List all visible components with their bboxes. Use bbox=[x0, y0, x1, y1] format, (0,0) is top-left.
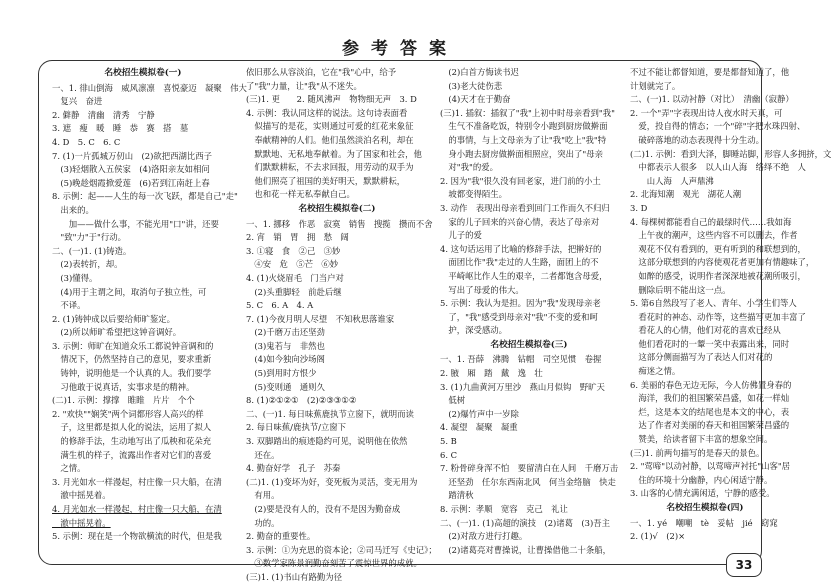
answer-line: 2. 北海知潮 观光 湖花人潮 bbox=[630, 189, 742, 200]
answer-line: 写出了母爱的伟大。 bbox=[440, 284, 524, 295]
answer-line: 之情。 bbox=[52, 463, 86, 474]
answer-line: 烂，这是本文的结尾也是本文的中心，表 bbox=[630, 406, 790, 417]
answer-line: 2. 勤奋的重要性。 bbox=[246, 531, 316, 542]
answer-line: 依旧那么从容淡泊，它在"我"心中，给予 bbox=[246, 67, 397, 77]
answer-line: 7. 粉骨碎身浑不怕 要留清白在人间 千磨万击 bbox=[440, 463, 619, 474]
answer-line: (2)头重脚轻 前赴后继 bbox=[246, 286, 342, 297]
answer-line: 了"我"力量，让"我"从不迷失。 bbox=[246, 80, 362, 91]
answer-line: (2)爆竹声中一岁除 bbox=[440, 408, 519, 419]
answer-line: 对"我"的爱。 bbox=[440, 162, 498, 173]
answer-line: 5. 第6自然段写了老人、青年、小学生们等人 bbox=[630, 298, 797, 309]
answer-line: 不译。 bbox=[52, 300, 86, 311]
page-title: 参考答案 bbox=[342, 39, 458, 59]
answer-line: (二)1. (1)变坏为好，变死板为灵活，变无用为 bbox=[246, 476, 418, 487]
answer-line: 爱，投自得的情态；一个"碎"字把水珠四射、 bbox=[630, 121, 806, 132]
answer-line: 看花人的心情，他们对花的喜欢已经从 bbox=[630, 325, 781, 336]
answer-line: 山人海 人声鼎沸 bbox=[630, 175, 714, 186]
answer-line: (5)变则通 通则久 bbox=[246, 381, 325, 392]
answer-line: 4. 示例：我认同这样的说法。这句诗表面看 bbox=[246, 107, 408, 118]
answer-line: 2. 僻静 清幽 清秀 宁静 bbox=[52, 109, 155, 120]
answer-line: 奉献精神的人们。他们虽然淡泊名利，却在 bbox=[246, 134, 414, 145]
answer-line: (三)1. (1)书山有路勤为径 bbox=[246, 571, 343, 582]
answer-line: 家的儿子回来的兴奋心情，表达了母亲对 bbox=[440, 216, 600, 227]
answer-line: 达了作者对美丽的春天和祖国繁荣昌盛的 bbox=[630, 420, 790, 431]
answer-line: (5)到用时方恨少 bbox=[246, 368, 317, 379]
answer-line: 4. D 5. C 6. C bbox=[52, 136, 121, 147]
answer-line: (2)对敌方进行打趣。 bbox=[440, 531, 528, 542]
answer-line: 踏清秋 bbox=[440, 490, 474, 501]
answer-line: 看花时的神态、动作等，这些描写更加丰富了 bbox=[630, 311, 806, 322]
answer-line: 3. 双脚踏出的痕迹隐约可见，说明他在依然 bbox=[246, 436, 408, 447]
answer-line: (三)1. 插叙：插叙了"我"上初中时母亲看到"我" bbox=[440, 107, 615, 118]
answer-line: (4)如今独向沙场阁 bbox=[246, 354, 325, 365]
answer-line: 6. 美丽的春色无边无际，今人仿佛置身春的 bbox=[630, 379, 792, 390]
answer-line: 2. 宵 销 胃 拥 愁 阔 bbox=[246, 232, 349, 243]
answer-line: (二)1. 示例：看到大泽，脚睡站脚，形容人多拥挤，文 bbox=[630, 148, 831, 159]
answer-line: 5. 示例：我认为是担。因为"我"发现母亲老 bbox=[440, 298, 601, 309]
answer-line: 加——做什么事，不能光用"口"讲，还要 bbox=[52, 218, 219, 229]
answer-line: (3)懂得。 bbox=[52, 272, 98, 283]
answer-line: 澈中摇晃着。 bbox=[52, 517, 111, 528]
answer-line: 满生机的样子，流露出作者对它们的喜爱 bbox=[52, 449, 212, 460]
answer-line: 3. ①寝 食 ②己 ③妙 bbox=[246, 245, 341, 256]
column-1 bbox=[52, 66, 247, 561]
answer-line: (4)天才在于勤奋 bbox=[440, 94, 511, 105]
answer-line: 4. 勤奋好学 孔子 苏秦 bbox=[246, 463, 341, 474]
answer-line: 习他敢于说真话，实事求是的精神。 bbox=[52, 381, 195, 392]
answer-line: 铸钟，说明他是一个认真的人。我们要学 bbox=[52, 368, 212, 379]
answer-line: 2. 腋 厢 踏 戴 逸 壮 bbox=[440, 368, 543, 379]
answer-line: 3. 山客的心情充满闲适，宁静的感受。 bbox=[630, 488, 775, 499]
answer-line: 2. 每日味蕉/鹿执节/立窗下 bbox=[246, 422, 347, 433]
answer-line: 4. 每棵树都能看自己的最绿时代……我如海 bbox=[630, 216, 792, 227]
answer-line: 5. B bbox=[440, 436, 457, 447]
answer-line: 功的。 bbox=[246, 517, 280, 528]
answer-line: 2. (1)√ (2)× bbox=[630, 531, 686, 542]
answer-line: 面团比作"我"走过的人生路，面团上的不 bbox=[440, 257, 599, 268]
answer-line: (三)1. 前两句描写的是春天的景色。 bbox=[630, 447, 765, 458]
column-3 bbox=[440, 66, 618, 561]
section-heading: 名校招生模拟卷(三) bbox=[490, 339, 568, 350]
answer-line: (5)晚趁烟霞掀爱莲 (6)若到江南赶上春 bbox=[52, 177, 210, 188]
answer-line: 3. D bbox=[630, 202, 648, 213]
answer-line: (3)老大徒伤悲 bbox=[440, 80, 503, 91]
answer-line: 计划就完了。 bbox=[630, 80, 681, 91]
answer-line: 低树 bbox=[440, 395, 466, 406]
answer-line: 4. 月光如水一样漫起，村庄像一只大船，在清 bbox=[52, 504, 222, 514]
answer-line: 如醉的感受，说明作者深深地被花潮所吸引， bbox=[630, 270, 806, 281]
answer-line: 似描写的是花，实则通过可爱的红花来象征 bbox=[246, 121, 414, 132]
answer-line: (2)表转折，却。 bbox=[52, 259, 123, 270]
answer-line: 护，深受感动。 bbox=[440, 325, 507, 336]
answer-line: 2. 一个"弄"字表现出诗人夜水时天真，可 bbox=[630, 107, 783, 118]
answer-line: (2)千磨万击还坚劲 bbox=[246, 327, 325, 338]
answer-line: 2. "欢快""娴笑"两个词都形容人高兴的样 bbox=[52, 408, 204, 419]
answer-line: 3. (1)九曲黄河万里沙 燕山月似钩 野旷天 bbox=[440, 381, 605, 392]
answer-line: 2. "莺啼"以动衬静，以莺啼声衬托"山客"居 bbox=[630, 461, 791, 472]
answer-line: 生气不准备吃饭，特别令小跑到厨房做擀面 bbox=[440, 121, 608, 132]
answer-line: (二)1. 示例：撑撑 睢睢 片片 个个 bbox=[52, 395, 195, 406]
answer-line: 赞美，给读者留下丰富的想象空间。 bbox=[630, 434, 773, 445]
answer-line: 不过不能让都督知道，要是都督知道了，他 bbox=[630, 67, 790, 77]
answer-line: (三)1. 更 2. 随风沸声 物物细无声 3. D bbox=[246, 94, 417, 105]
answer-line: 3. 月光如水一样漫起，村庄像一只大船，在清 bbox=[52, 476, 222, 487]
answer-line: 痴迷之情。 bbox=[630, 366, 681, 377]
answer-line: 他们照亮了祖国的美好明天，默默耕耘， bbox=[246, 175, 406, 186]
answer-line: 还坚劲 任尔东西南北风 何当金络脑 快走 bbox=[440, 476, 616, 487]
column-4 bbox=[630, 66, 831, 561]
answer-line: 3. 动作 表现出母亲看到回门工作而久不归归 bbox=[440, 202, 610, 213]
answer-line: 的事情，与上文母亲为了让"我"吃上"我"特 bbox=[440, 134, 607, 145]
section-heading: 名校招生模拟卷(四) bbox=[666, 503, 744, 513]
answer-line: 删除后明不能出这一点。 bbox=[630, 284, 731, 295]
answer-line: (3)鬼若与 非然也 bbox=[246, 340, 325, 351]
answer-line: 二、(一)1. 每日味蕉鹿执节立窗下，就明而读 bbox=[246, 408, 414, 419]
section-heading: 名校招生模拟卷(一) bbox=[104, 68, 182, 78]
page-number: 33 bbox=[726, 553, 762, 577]
answer-line: 这部分侧面描写为了表达人们对花的 bbox=[630, 352, 773, 363]
answer-line: 3. 示例：师旷在知道众乐工都说钟音调和的 bbox=[52, 340, 214, 351]
answer-line: 5. C 6. A 4. A bbox=[246, 300, 314, 311]
answer-line: (3)轻烟散入五侯家 (4)洛阳亲友如相问 bbox=[52, 164, 210, 175]
answer-line: 了，"我"感受到母亲对"我"不变的爱和呵 bbox=[440, 311, 598, 322]
answer-line: 一、1. 吾薛 沸腾 钻帽 司空见惯 卷握 bbox=[440, 354, 602, 365]
answer-line: 8. 示例：孝顺 宽容 克己 礼让 bbox=[440, 504, 568, 514]
answer-line: 儿子的爱 bbox=[440, 230, 482, 241]
answer-line: 破碎落地的动态表现得十分生动。 bbox=[630, 134, 764, 145]
answer-line: 二、(一)1. 以动衬静（对比） 清幽（寂静） bbox=[630, 94, 794, 105]
answer-line: 4. (1)火烧眉毛 门当户对 bbox=[246, 272, 344, 283]
answer-line: ④安 危 ⑤芒 ⑥妙 bbox=[246, 259, 339, 270]
answer-line: 7. (1)今夜月明人尽望 不知秋思落谁家 bbox=[246, 313, 395, 324]
answer-line: 也和花一样无私奉献自己。 bbox=[246, 189, 355, 200]
answer-line: 的修辞手法，生动地写出了瓜秧和花朵充 bbox=[52, 436, 212, 447]
answer-line: 海洋，我们的祖国繁荣昌盛，如花一样灿 bbox=[630, 393, 790, 404]
answer-line: 4. 这句话运用了比喻的修辞手法，把擀好的 bbox=[440, 243, 602, 254]
answer-line: 还在。 bbox=[246, 449, 280, 460]
answer-line: 8. 示例：起——人生的每一次飞跃，都是自己"走" bbox=[52, 191, 238, 202]
answer-line: 7. (1)一片孤城万仞山 (2)欲把西湖比西子 bbox=[52, 150, 213, 161]
answer-line: 子，这里都是拟人化的说法，运用了拟人 bbox=[52, 422, 212, 433]
answer-line: 一、1. 徘山倒海 威风凛凛 喜悦豪迈 凝聚 伟大 bbox=[52, 82, 247, 93]
answer-line: 6. C bbox=[440, 449, 458, 460]
section-heading: 名校招生模拟卷(二) bbox=[298, 203, 376, 214]
answer-line: 一、1. yé 嘲嘲 tè 妥帖 jié 窈窕 bbox=[630, 517, 778, 528]
answer-line: 身小跑去厨房做擀面相照应，突出了"母亲 bbox=[440, 148, 603, 159]
answer-line: "致"力"于"行动。 bbox=[52, 232, 127, 243]
answer-line: (2)要是没有人的，没有不是因为勤奋成 bbox=[246, 504, 401, 514]
answer-line: 有用。 bbox=[246, 490, 280, 501]
column-2 bbox=[246, 66, 437, 582]
answer-line: 5. 示例：现在是一个物欲横流的时代，但是我 bbox=[52, 531, 222, 542]
answer-line: 坡都变得陌生。 bbox=[440, 189, 507, 200]
answer-line: 这部分联想到的内容使观花者更加有情趣味了， bbox=[630, 257, 815, 268]
answer-line: (2)所以师旷希望把这钟音调好。 bbox=[52, 327, 182, 338]
answer-line: 4. 凝望 凝聚 凝重 bbox=[440, 422, 518, 433]
answer-line: ③数学家陈景润勤奋刻苦了震惊世界的成就。 bbox=[246, 558, 422, 569]
answer-line: 住的环境十分幽静，内心闲适宁静。 bbox=[630, 474, 773, 485]
answer-line: (4)用于主谓之间，取消句子独立性，可 bbox=[52, 286, 207, 297]
answer-line: 出来的。 bbox=[52, 204, 94, 215]
answer-line: 复兴 奋进 bbox=[52, 96, 103, 107]
answer-line: 情况下，仍然坚持自己的意见，要求重新 bbox=[52, 354, 212, 365]
answer-line: 平崎岖比作人生的艰辛，二者都饱含母爱， bbox=[440, 270, 608, 281]
answer-line: (2)诸葛亮对曹操说，让曹操借他二十条船， bbox=[440, 544, 611, 555]
answer-line: (2)白首方悔读书迟 bbox=[440, 67, 519, 77]
answer-line: 默默地、无私地奉献着。为了国家和社会，他 bbox=[246, 148, 422, 159]
answer-line: 2. 因为"我"很久没有回老家，进门前的小土 bbox=[440, 175, 601, 186]
answer-line: 澈中摇晃着。 bbox=[52, 490, 111, 501]
answer-line: 8. (1)②①②① (2)②③③①② bbox=[246, 395, 357, 406]
answer-line: 3. 示例：①为充思的资本论；②司马迁写《史记》； bbox=[246, 544, 437, 555]
answer-line: 一、1. 挪移 作恶 寂寞 销售 搜揽 攒而不舍 bbox=[246, 218, 433, 229]
answer-line: 二、(一)1. (1)高超的演技 (2)诸葛 (3)吾主 bbox=[440, 517, 611, 528]
answer-line: 上午夜的潮声，这些内容不可以删去，作者 bbox=[630, 230, 798, 241]
answer-line: 中都表示人很多 以人山人海 络绎不绝 人 bbox=[630, 162, 806, 173]
answer-line: 二、(一)1. (1)铸造。 bbox=[52, 245, 132, 256]
answer-line: 观花不仅有看到的，更有听到的和联想到的， bbox=[630, 243, 806, 254]
answer-line: 2. (1)铸钟成以后要给师旷鉴定。 bbox=[52, 313, 176, 324]
answer-line: 3. 遮 瘦 暖 睡 恭 赛 搭 墓 bbox=[52, 123, 189, 134]
answer-line: 他们看花时的一颦一笑中表露出来，同时 bbox=[630, 338, 790, 349]
answer-line: 们默默耕耘，不去求回报，用劳动的双手为 bbox=[246, 162, 414, 173]
